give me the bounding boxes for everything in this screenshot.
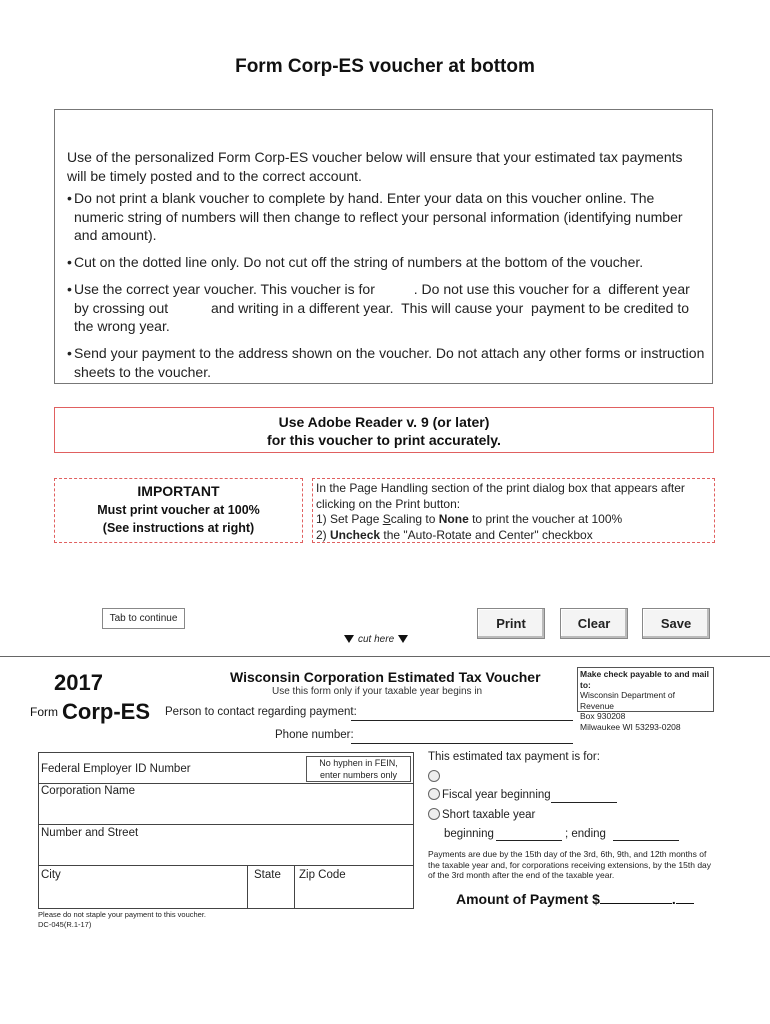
amount-cents-input[interactable] (676, 891, 694, 904)
important-heading: IMPORTANT (137, 483, 220, 499)
instructions-bullet-4 (67, 344, 707, 381)
staple-note: Please do not staple your payment to this voucher. (38, 910, 207, 919)
arrow-down-icon (344, 635, 354, 643)
form-label: Form (30, 705, 58, 719)
instructions-bullet-1 (67, 189, 707, 245)
street-label: Number and Street (41, 827, 139, 839)
mailing-address-box (577, 667, 714, 732)
amount-of-payment (456, 891, 694, 907)
step-1-underlined-s: S (382, 512, 391, 526)
short-year-begin-input[interactable] (496, 840, 562, 841)
step-2-uncheck: Uncheck (330, 527, 381, 542)
cut-line (0, 656, 770, 657)
mail-line-1: Wisconsin Department of Revenue (580, 690, 675, 711)
save-button[interactable]: Save (642, 608, 710, 639)
mail-line-3: Milwaukee WI 53293-0208 (580, 721, 681, 732)
mail-line-2: Box 930208 (580, 711, 626, 721)
step-1-text-b: caling to (390, 512, 439, 526)
calendar-year-radio[interactable] (428, 767, 442, 785)
fein-label: Federal Employer ID Number (41, 763, 191, 775)
contact-label: Person to contact regarding payment: (165, 706, 357, 718)
bullet-icon: • (67, 190, 72, 206)
instructions-bullet-2 (67, 253, 707, 272)
radio-icon (428, 808, 440, 820)
amount-dollars-input[interactable] (600, 891, 672, 904)
amount-label: Amount of Payment $ (456, 891, 600, 907)
step-1-none: None (438, 512, 469, 526)
bullet-icon: • (67, 345, 72, 361)
clear-button[interactable]: Clear (560, 608, 628, 639)
voucher-year: 2017 (54, 670, 103, 695)
cut-here-text: cut here (358, 634, 395, 645)
print-button[interactable]: Print (477, 608, 545, 639)
ending-label: ; ending (565, 828, 606, 840)
bullet-1-text: Do not print a blank voucher to complete by hand. Enter your data on this voucher online. The numeric string of numbers will then change to reflect your personal information (identifying number and amount). (74, 190, 683, 243)
step-2-text-b: the "Auto-Rotate and Center" checkbox (380, 527, 593, 542)
beginning-label: beginning (444, 828, 494, 840)
short-year-label: Short taxable year (442, 809, 536, 821)
phone-input[interactable] (351, 743, 573, 744)
tab-to-continue-button[interactable]: Tab to continue (102, 608, 185, 629)
amount-decimal: . (671, 891, 676, 907)
step-1-text-c: to print the voucher at 100% (468, 512, 623, 526)
page-title: Form Corp-ES voucher at bottom (235, 56, 535, 77)
instructions-bullet-3 (67, 280, 707, 336)
city-label: City (41, 869, 61, 881)
page-handling-intro: In the Page Handling section of the print dialog box that appears after clicking on the Print button: (316, 481, 685, 511)
page-handling-step-2 (316, 528, 711, 544)
adobe-reader-notice (54, 407, 714, 453)
form-code: DC-045(R.1-17) (38, 920, 92, 929)
voucher-title: Wisconsin Corporation Estimated Tax Voucher (230, 669, 541, 685)
step-2-text-a: 2) (316, 527, 331, 542)
mail-heading: Make check payable to and mail to: (580, 669, 709, 690)
bullet-4-text: Send your payment to the address shown on the voucher. Do not attach any other forms or instruction sheets to the voucher. (74, 345, 705, 380)
fein-note (306, 756, 411, 782)
bullet-3-text: Use the correct year voucher. This voucher is for . Do not use this voucher for a different year by crossing out and writing in a different year. This will cause your payment to be credited to the wrong year. (74, 281, 694, 334)
important-line-2: (See instructions at right) (102, 521, 255, 535)
voucher-subtitle: Use this form only if your taxable year begins in (272, 686, 483, 697)
contact-input[interactable] (351, 720, 573, 721)
zip-label: Zip Code (299, 869, 346, 881)
radio-icon (428, 788, 440, 800)
instructions-box (54, 109, 713, 384)
fiscal-year-label: Fiscal year beginning (442, 789, 551, 801)
important-line-1: Must print voucher at 100% (97, 502, 260, 517)
form-name: Corp-ES (62, 699, 150, 724)
step-1-text-a: 1) Set Page (316, 512, 383, 526)
fiscal-year-input[interactable] (551, 802, 617, 803)
page-handling-box (312, 478, 715, 543)
page-handling-step-1 (316, 512, 711, 528)
adobe-notice-line-1: Use Adobe Reader v. 9 (or later) (278, 414, 490, 430)
payment-for-label: This estimated tax payment is for: (428, 751, 600, 763)
fein-note-line-1: No hyphen in FEIN, (319, 758, 398, 768)
cut-here-label (340, 634, 412, 645)
adobe-notice-line-2: for this voucher to print accurately. (267, 432, 501, 448)
radio-icon (428, 770, 440, 782)
bullet-icon: • (67, 281, 72, 297)
fiscal-year-option[interactable] (428, 788, 551, 801)
phone-label: Phone number: (275, 729, 354, 741)
important-box (54, 478, 303, 543)
corp-name-label: Corporation Name (41, 785, 135, 797)
arrow-down-icon (398, 635, 408, 643)
short-year-option[interactable] (428, 808, 535, 821)
short-year-end-input[interactable] (613, 840, 679, 841)
instructions-intro: Use of the personalized Form Corp-ES voucher below will ensure that your estimated tax payments will be timely posted and to the correct account. (67, 149, 683, 184)
fein-note-line-2: enter numbers only (319, 769, 398, 780)
state-label: State (254, 869, 281, 881)
bullet-icon: • (67, 254, 72, 270)
bullet-2-text: Cut on the dotted line only. Do not cut off the string of numbers at the bottom of the voucher. (74, 254, 644, 270)
due-date-note: Payments are due by the 15th day of the 3rd, 6th, 9th, and 12th months of the taxable year and, for corporations receiving extensions, by the 15th day of the 3rd month after the end of the taxable year. (428, 849, 712, 880)
